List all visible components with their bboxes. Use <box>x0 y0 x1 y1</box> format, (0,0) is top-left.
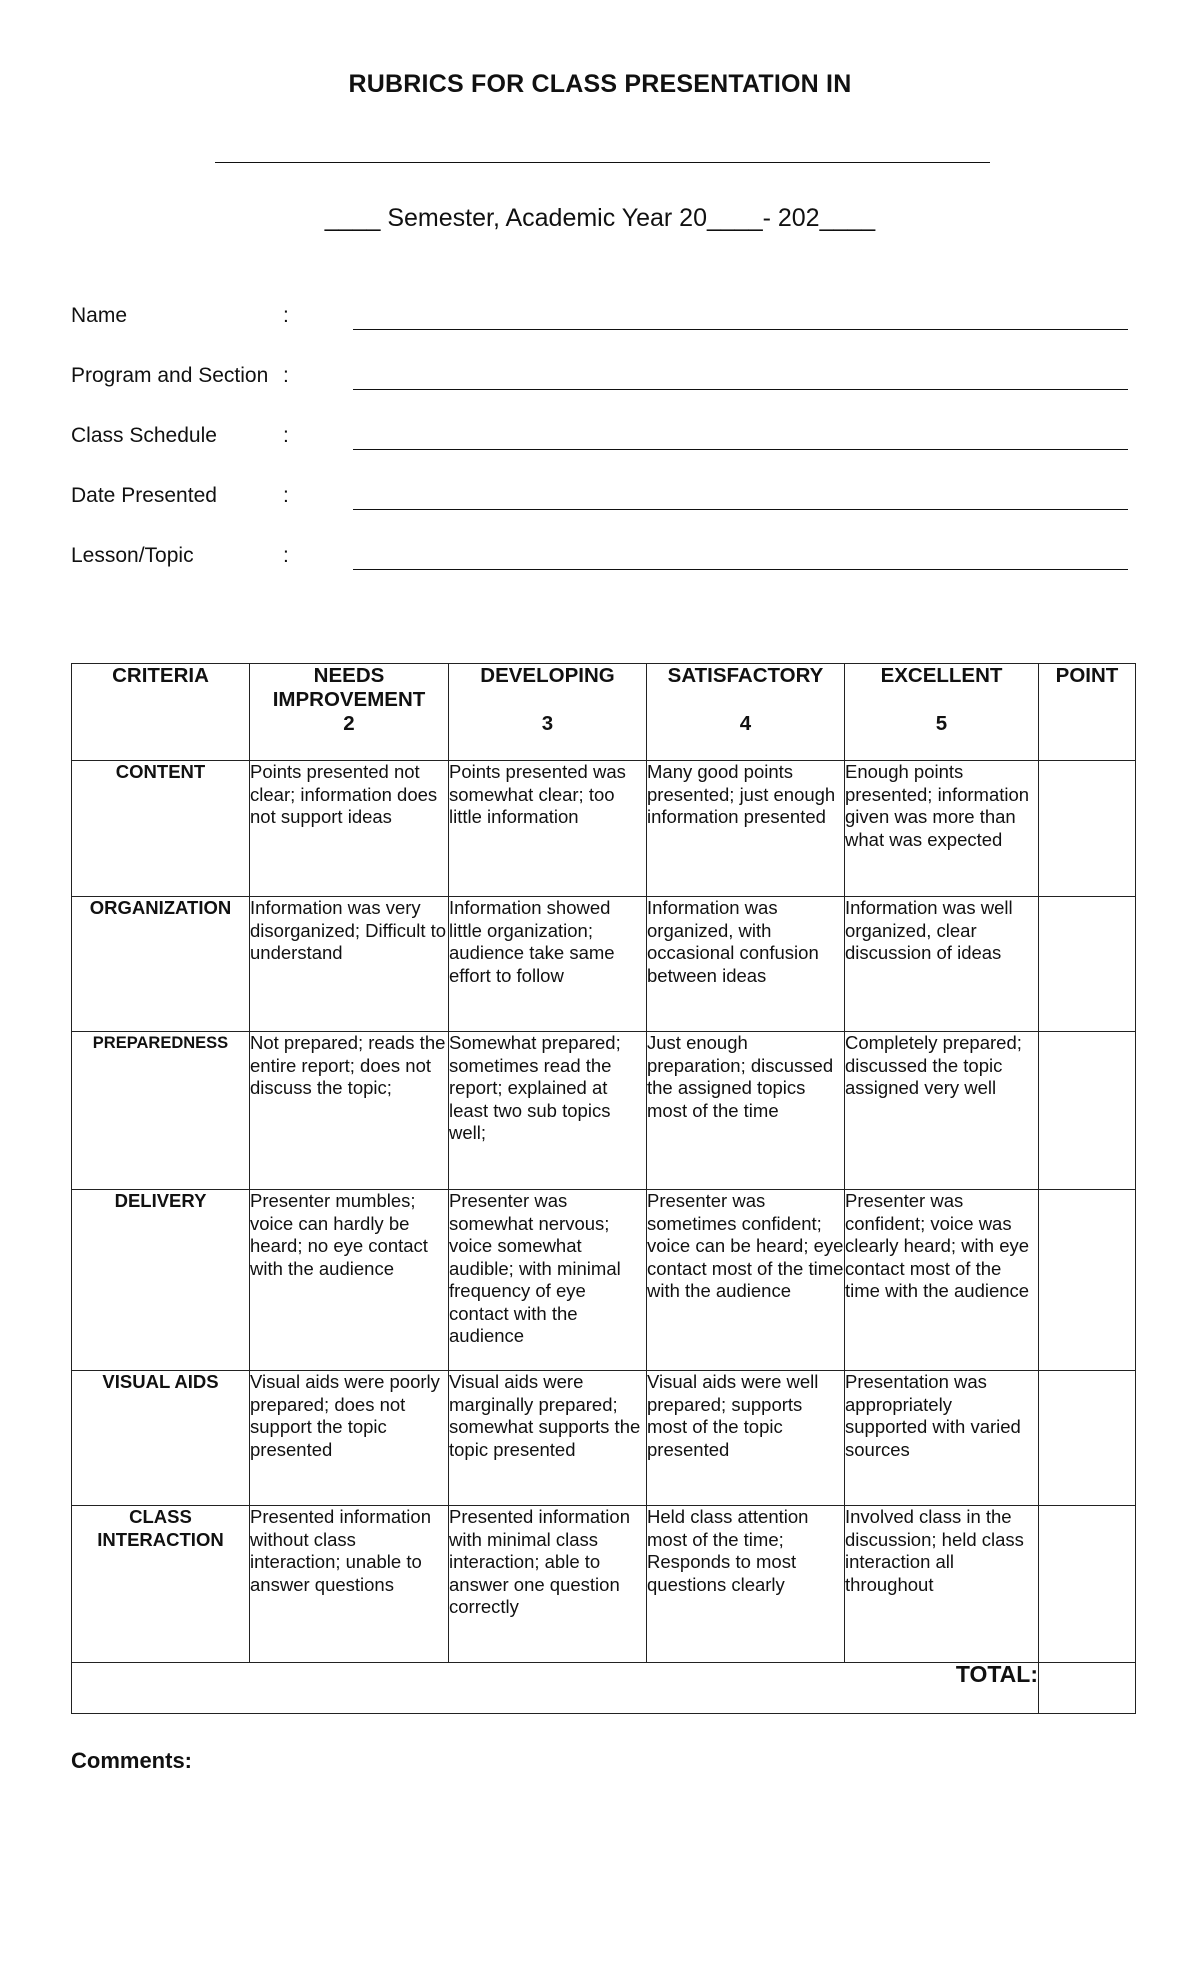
needs-improvement-cell: Presenter mumbles; voice can hardly be heard; no eye contact with the audience <box>250 1190 449 1371</box>
excellent-cell: Involved class in the discussion; held class interaction all throughout <box>845 1506 1039 1663</box>
header-level-score: 3 <box>541 712 554 735</box>
developing-cell: Presenter was somewhat nervous; voice somewhat audible; with minimal frequency of eye contact with the audience <box>449 1190 647 1371</box>
field-colon: : <box>283 364 289 387</box>
criteria-cell: PREPAREDNESS <box>72 1032 250 1190</box>
table-row <box>72 1371 1136 1506</box>
excellent-cell: Enough points presented; information given was more than what was expected <box>845 761 1039 897</box>
field-colon: : <box>283 484 289 507</box>
rubric-table <box>71 663 1136 1714</box>
header-satisfactory <box>647 664 845 761</box>
excellent-cell: Presentation was appropriately supported with varied sources <box>845 1371 1039 1506</box>
field-label-class-schedule: Class Schedule <box>71 424 217 447</box>
developing-cell: Visual aids were marginally prepared; somewhat supports the topic presented <box>449 1371 647 1506</box>
point-cell[interactable] <box>1039 1190 1136 1371</box>
point-cell[interactable] <box>1039 761 1136 897</box>
header-point: POINT <box>1039 664 1136 761</box>
developing-cell: Somewhat prepared; sometimes read the report; explained at least two sub topics well; <box>449 1032 647 1190</box>
satisfactory-cell: Information was organized, with occasional confusion between ideas <box>647 897 845 1032</box>
comments-label: Comments: <box>71 1748 193 1773</box>
criteria-cell: DELIVERY <box>72 1190 250 1371</box>
table-row <box>72 1032 1136 1190</box>
satisfactory-cell: Just enough preparation; discussed the assigned topics most of the time <box>647 1032 845 1190</box>
point-cell[interactable] <box>1039 1032 1136 1190</box>
excellent-cell: Completely prepared; discussed the topic assigned very well <box>845 1032 1039 1190</box>
field-label-lesson-topic: Lesson/Topic <box>71 544 194 567</box>
header-level-label: DEVELOPING <box>480 664 615 687</box>
satisfactory-cell: Visual aids were well prepared; supports most of the topic presented <box>647 1371 845 1506</box>
total-point-cell[interactable] <box>1039 1663 1136 1714</box>
header-needs-improvement <box>250 664 449 761</box>
developing-cell: Points presented was somewhat clear; too little information <box>449 761 647 897</box>
point-cell[interactable] <box>1039 897 1136 1032</box>
table-row <box>72 761 1136 897</box>
excellent-cell: Information was well organized, clear discussion of ideas <box>845 897 1039 1032</box>
lesson-topic-field-line[interactable] <box>353 569 1128 570</box>
satisfactory-cell: Held class attention most of the time; Responds to most questions clearly <box>647 1506 845 1663</box>
field-colon: : <box>283 424 289 447</box>
satisfactory-cell: Many good points presented; just enough information presented <box>647 761 845 897</box>
point-cell[interactable] <box>1039 1506 1136 1663</box>
needs-improvement-cell: Points presented not clear; information does not support ideas <box>250 761 449 897</box>
table-row <box>72 1190 1136 1371</box>
criteria-cell: CLASS INTERACTION <box>72 1506 250 1663</box>
developing-cell: Presented information with minimal class interaction; able to answer one question correctly <box>449 1506 647 1663</box>
criteria-cell: CONTENT <box>72 761 250 897</box>
subject-blank-line[interactable] <box>215 162 990 163</box>
header-criteria: CRITERIA <box>72 664 250 761</box>
total-row <box>72 1663 1136 1714</box>
field-label-program-section: Program and Section <box>71 364 269 387</box>
header-level-score: 4 <box>739 712 752 735</box>
semester-academic-year: ____ Semester, Academic Year 20____- 202____ <box>324 204 876 232</box>
header-level-score: 5 <box>935 712 948 735</box>
satisfactory-cell: Presenter was sometimes confident; voice can be heard; eye contact most of the time with the audience <box>647 1190 845 1371</box>
criteria-cell: ORGANIZATION <box>72 897 250 1032</box>
field-colon: : <box>283 544 289 567</box>
name-field-line[interactable] <box>353 329 1128 330</box>
needs-improvement-cell: Presented information without class interaction; unable to answer questions <box>250 1506 449 1663</box>
needs-improvement-cell: Visual aids were poorly prepared; does not support the topic presented <box>250 1371 449 1506</box>
header-level-label: SATISFACTORY <box>667 664 824 687</box>
header-developing <box>449 664 647 761</box>
page-title: RUBRICS FOR CLASS PRESENTATION IN <box>348 70 852 98</box>
field-label-name: Name <box>71 304 128 327</box>
total-label: TOTAL: <box>72 1663 1039 1714</box>
field-label-date-presented: Date Presented <box>71 484 217 507</box>
header-level-label: NEEDS IMPROVEMENT <box>272 664 426 711</box>
criteria-cell: VISUAL AIDS <box>72 1371 250 1506</box>
program-section-field-line[interactable] <box>353 389 1128 390</box>
needs-improvement-cell: Not prepared; reads the entire report; does not discuss the topic; <box>250 1032 449 1190</box>
table-row <box>72 897 1136 1032</box>
date-presented-field-line[interactable] <box>353 509 1128 510</box>
field-colon: : <box>283 304 289 327</box>
class-schedule-field-line[interactable] <box>353 449 1128 450</box>
table-row <box>72 1506 1136 1663</box>
header-excellent <box>845 664 1039 761</box>
excellent-cell: Presenter was confident; voice was clearly heard; with eye contact most of the time with the audience <box>845 1190 1039 1371</box>
needs-improvement-cell: Information was very disorganized; Difficult to understand <box>250 897 449 1032</box>
point-cell[interactable] <box>1039 1371 1136 1506</box>
table-header-row <box>72 664 1136 761</box>
header-level-label: EXCELLENT <box>880 664 1003 687</box>
header-level-score: 2 <box>343 712 355 735</box>
developing-cell: Information showed little organization; audience take same effort to follow <box>449 897 647 1032</box>
